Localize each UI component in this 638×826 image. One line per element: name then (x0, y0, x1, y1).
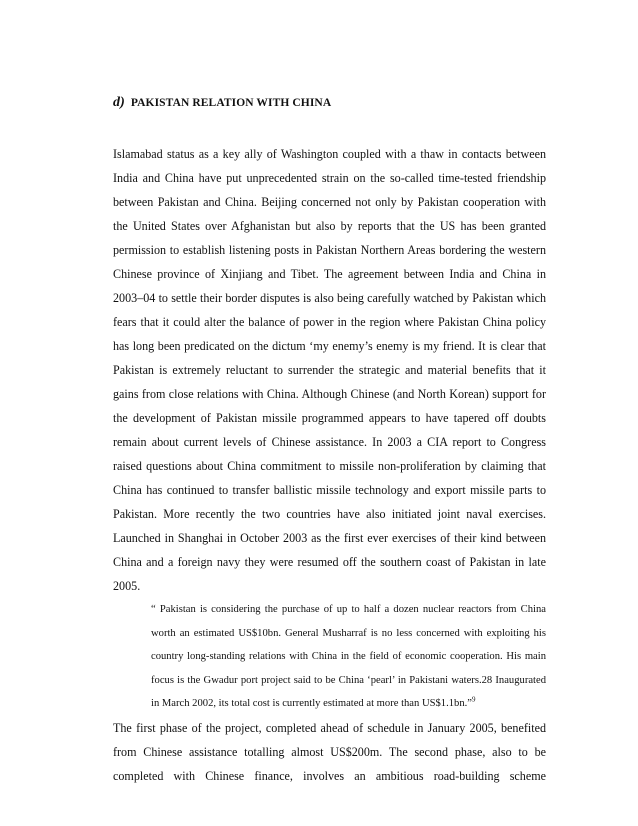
body-paragraph-1: Islamabad status as a key ally of Washington coupled with a thaw in contacts between India and China have put unprecedented strain on the so-called time-tested friendship between Pakistan and China. Beijing concerned not only by Pakistan cooperation with the United States over Afghanistan but also by reports that the US has been granted permission to establish listening posts in Pakistan Northern Areas bordering the western Chinese province of Xinjiang and Tibet. The agreement between India and China in 2003–04 to settle their border disputes is also being carefully watched by Pakistan which fears that it could alter the balance of power in the region where Pakistan China policy has long been predicated on the dictum ‘my enemy’s enemy is my friend. It is clear that Pakistan is extremely reluctant to surrender the strategic and material benefits that it gains from close relations with China. Although Chinese (and North Korean) support for the development of Pakistan missile programmed appears to have tapered off doubts remain about current levels of Chinese assistance. In 2003 a CIA report to Congress raised questions about China commitment to missile non-proliferation by claiming that China has continued to transfer ballistic missile technology and export missile parts to Pakistan. More recently the two countries have also initiated joint naval exercises. Launched in Shanghai in October 2003 as the first ever exercises of their kind between China and a foreign navy they were resumed off the southern coast of Pakistan in late 2005. (113, 147, 546, 593)
body-paragraph-2: The first phase of the project, completed ahead of schedule in January 2005, benefited from Chinese assistance totalling almost US$200m. The second phase, also to be completed with Chinese finance, involves an ambitious road-building scheme (113, 720, 546, 783)
section-title: PAKISTAN RELATION WITH CHINA (130, 97, 332, 109)
quote-text: “ Pakistan is considering the purchase of up to half a dozen nuclear reactors from China worth an estimated US$10bn. General Musharraf is no less concerned with exploiting his country long-standing relations with China in the field of economic cooperation. His main focus is the Gwadur port project said to be China ‘pearl’ in Pakistani waters.28 Inaugurated in March 2002, its total cost is currently estimated at more than US$1.1bn.” (151, 604, 546, 710)
section-heading (113, 94, 546, 112)
section-letter: d) (113, 95, 125, 110)
footnote-marker: 9 (471, 695, 476, 704)
block-quote (151, 598, 546, 716)
